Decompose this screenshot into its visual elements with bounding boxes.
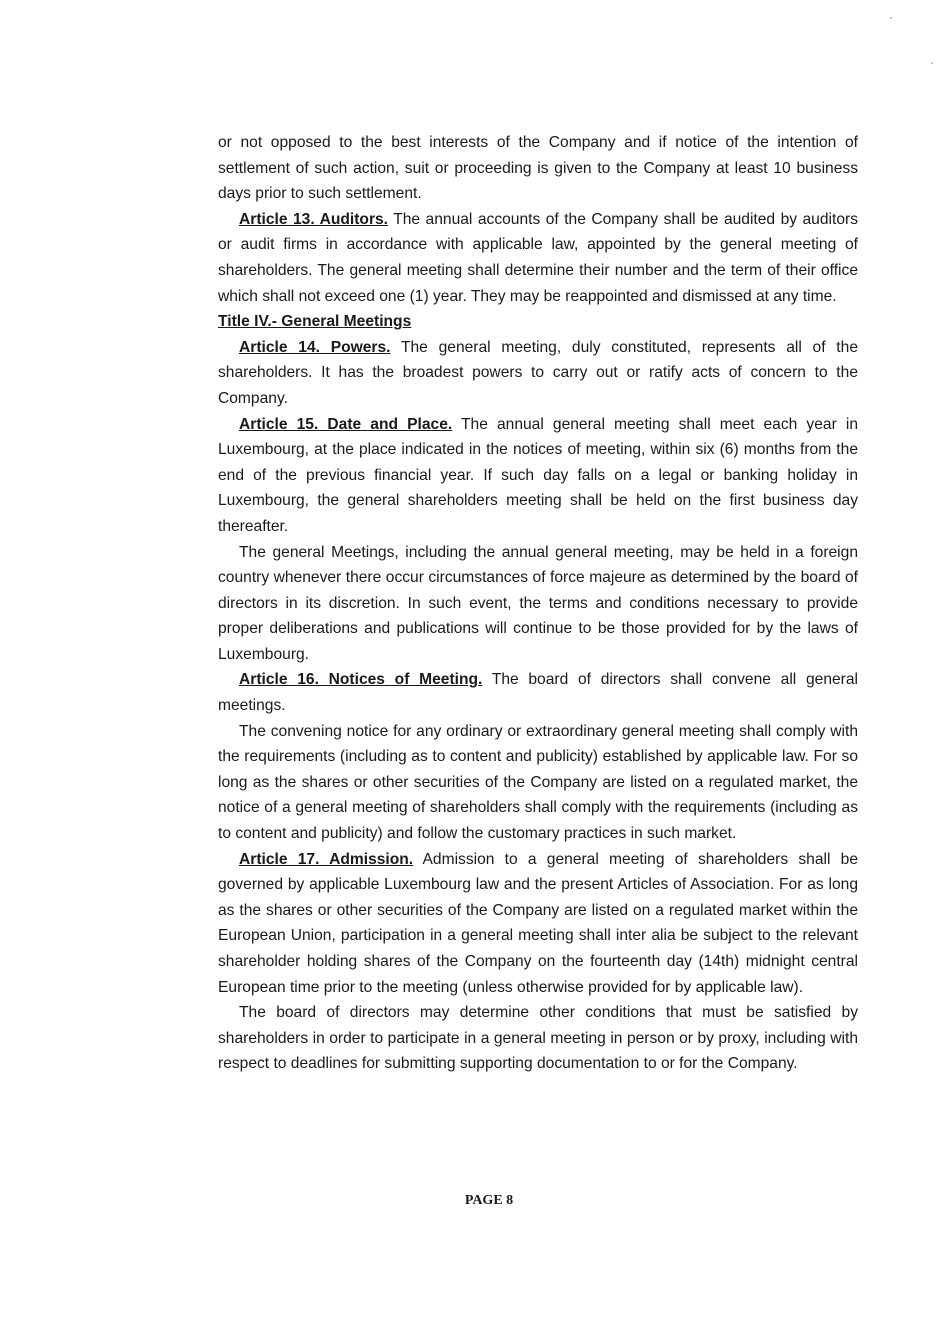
- paragraph-text: The board of directors may determine other conditions that must be satisfied by shareholders in order to participate in a general meeting in person or by proxy, including with respect to deadlines for submitting supporting documentation to or for the Company.: [218, 1004, 858, 1073]
- article-14-powers: [218, 335, 858, 412]
- scan-speck: [931, 62, 933, 64]
- paragraph-text: The annual general meeting shall meet each year in Luxembourg, at the place indicated in the notices of meeting, within six (6) months from the end of the previous financial year. If such day falls on a legal or banking holiday in Luxembourg, the general shareholders meeting shall be held on the first business day thereafter.: [218, 415, 858, 535]
- article-17-admission: [218, 847, 858, 1001]
- paragraph-text: The general Meetings, including the annual general meeting, may be held in a foreign country whenever there occur circumstances of force majeure as determined by the board of directors in its discretion. In such event, the terms and conditions necessary to provide proper deliberations and publications will continue to be those provided for by the laws of Luxembourg.: [218, 543, 858, 663]
- article-16-notices-of-meeting: [218, 667, 858, 718]
- article-15-date-and-place: [218, 412, 858, 540]
- paragraph-text: The convening notice for any ordinary or extraordinary general meeting shall comply with the requirements (including as to content and publicity) established by applicable law. For so long as the shares or other securities of the Company are listed on a regulated market, the notice of a general meeting of shareholders shall comply with the requirements (including as to content and publicity) and follow the customary practices in such market.: [218, 722, 858, 843]
- article-heading: Article 15. Date and Place.: [239, 415, 453, 433]
- paragraph: [218, 719, 858, 847]
- paragraph-text: The general meeting, duly constituted, represents all of the shareholders. It has the broadest powers to carry out or ratify acts of concern to the Company.: [218, 338, 858, 407]
- paragraph-text: The board of directors shall convene all general meetings.: [218, 671, 858, 715]
- article-heading: Article 13. Auditors.: [239, 210, 389, 228]
- article-13-auditors: [218, 207, 858, 309]
- paragraph-text: or not opposed to the best interests of the Company and if notice of the intention of settlement of such action, suit or proceeding is given to the Company at least 10 business days prior to such settlement.: [218, 134, 858, 203]
- section-title: Title IV.- General Meetings: [218, 313, 412, 331]
- article-heading: Article 16. Notices of Meeting.: [239, 671, 483, 689]
- page-number: PAGE 8: [464, 1193, 514, 1208]
- document-body: [218, 130, 858, 1077]
- paragraph-text: The annual accounts of the Company shall be audited by auditors or audit firms in accordance with applicable law, appointed by the general meeting of shareholders. The general meeting shall determine their number and the term of their office which shall not exceed one (1) year. They may be reappointed and dismissed at any time.: [218, 210, 858, 305]
- paragraph: [218, 540, 858, 668]
- paragraph: [218, 1000, 858, 1077]
- paragraph-text: Admission to a general meeting of shareholders shall be governed by applicable Luxembourg law and the present Articles of Association. For as long as the shares or other securities of the Company are listed on a regulated market within the European Union, participation in a general meeting shall inter alia be subject to the relevant shareholder holding shares of the Company on the fourteenth day (14th) midnight central European time prior to the meeting (unless otherwise provided for by applicable law).: [218, 850, 859, 996]
- scan-speck: [890, 17, 892, 19]
- paragraph-continuation: [218, 130, 858, 207]
- article-heading: Article 14. Powers.: [239, 338, 391, 356]
- article-heading: Article 17. Admission.: [239, 850, 414, 868]
